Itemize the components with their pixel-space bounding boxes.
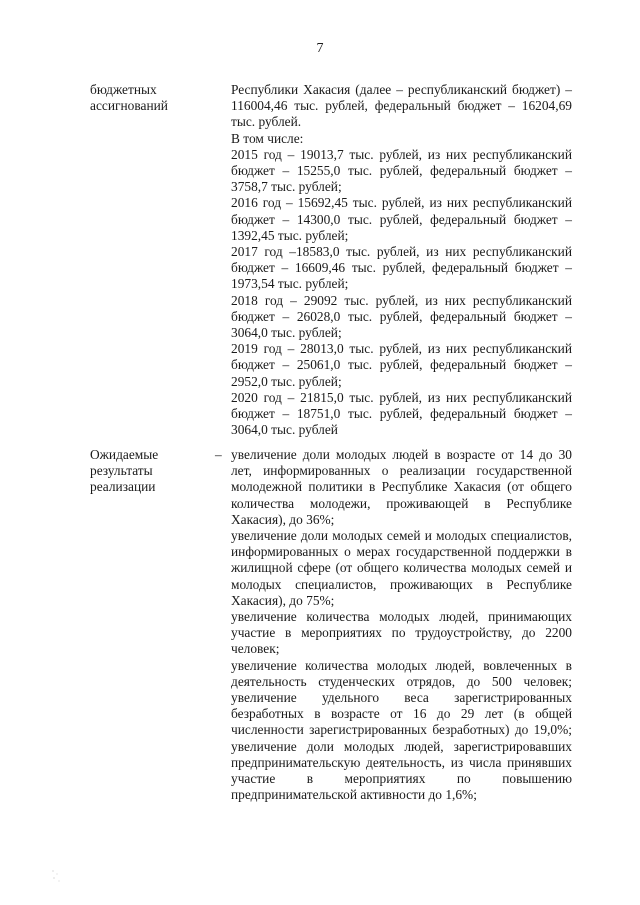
label-dash: – <box>215 447 222 462</box>
section-label-results <box>90 447 210 495</box>
label-line: Ожидаемые <box>90 447 159 462</box>
budget-paragraph-2020: 2020 год – 21815,0 тыс. рублей, из них республиканский бюджет – 18751,0 тыс. рублей, федеральный бюджет – 3064,0 тыс. рублей <box>231 389 572 438</box>
budget-paragraph: В том числе: <box>231 130 304 146</box>
budget-paragraph-2019: 2019 год – 28013,0 тыс. рублей, из них республиканский бюджет – 25061,0 тыс. рублей, федеральный бюджет – 2952,0 тыс. рублей; <box>231 341 572 389</box>
budget-text-block <box>231 82 572 438</box>
budget-paragraph-2015: 2015 год – 19013,7 тыс. рублей, из них республиканский бюджет – 15255,0 тыс. рублей, федеральный бюджет – 3758,7 тыс. рублей; <box>231 146 572 195</box>
budget-paragraph: Республики Хакасия (далее – республиканский бюджет) – 116004,46 тыс. рублей, федеральный бюджет – 16204,69 тыс. рублей. <box>231 82 572 130</box>
budget-paragraph-2018: 2018 год – 29092 тыс. рублей, из них республиканский бюджет – 26028,0 тыс. рублей, федеральный бюджет – 3064,0 тыс. рублей; <box>231 292 572 341</box>
label-line: реализации <box>90 479 156 494</box>
results-text-block <box>231 447 572 803</box>
result-paragraph: увеличение доли молодых людей в возрасте от 14 до 30 лет, информированных о реализации государственной молодежной политики в Республике Хакасия (от общего количества молодежи, проживающей в Республике Хакасия), до 36%; <box>231 447 572 527</box>
scan-artifact <box>50 868 64 884</box>
result-paragraph: увеличение количества молодых людей, вовлеченных в деятельность студенческих отрядов, до 500 человек; увеличение удельного веса зарегистрированных безработных в возрасте от 16 до 29 лет (в общей численности зарегистрированных безработных) до 19,0%; увеличение доли молодых людей, зарегистрировавших предпринимательскую деятельность, из числа принявших участие в мероприятиях по повышению предпринимательской активности до 1,6%; <box>231 657 572 803</box>
result-paragraph: увеличение доли молодых семей и молодых специалистов, информированных о мерах государственной поддержки в жилищной сфере (от общего количества молодых семей и молодых специалистов, проживающих в Республике Хакасия), до 75%; <box>231 528 572 608</box>
budget-paragraph-2017: 2017 год –18583,0 тыс. рублей, из них республиканский бюджет – 16609,46 тыс. рублей, федеральный бюджет – 1973,54 тыс. рублей; <box>231 244 572 292</box>
scan-dots-icon <box>50 868 64 884</box>
label-line: бюджетных <box>90 82 157 97</box>
result-paragraph: увеличение количества молодых людей, принимающих участие в мероприятиях по трудоустройству, до 2200 человек; <box>231 609 572 657</box>
label-line: ассигнований <box>90 98 168 113</box>
budget-paragraph-2016: 2016 год – 15692,45 тыс. рублей, из них республиканский бюджет – 14300,0 тыс. рублей, федеральный бюджет – 1392,45 тыс. рублей; <box>231 195 572 243</box>
page-number: 7 <box>316 41 324 56</box>
label-line: результаты <box>90 463 153 478</box>
section-label-budget <box>90 82 210 114</box>
